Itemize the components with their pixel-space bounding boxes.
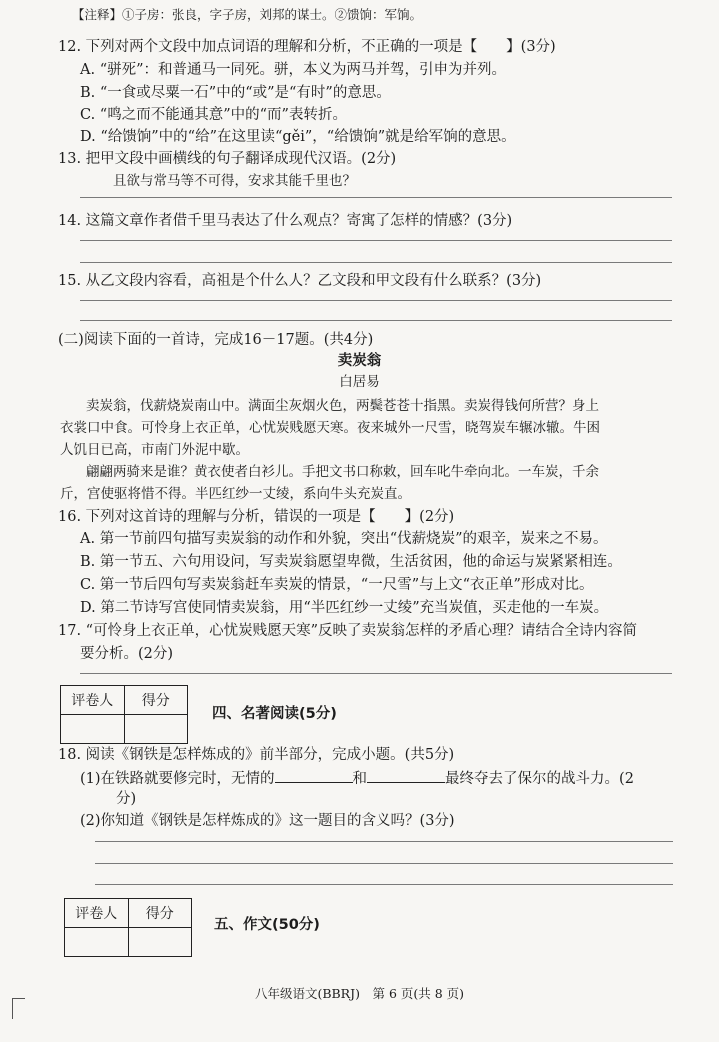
section-4-title: 四、名著阅读(5分)	[212, 706, 337, 722]
reviewer-cell[interactable]	[61, 715, 125, 744]
question-12-stem: 12. 下列对两个文段中加点词语的理解和分析，不正确的一项是【 】(3分)	[58, 39, 556, 55]
poem-line: 斤，宫使驱将惜不得。半匹红纱一丈绫，系向牛头充炭直。	[60, 486, 411, 502]
question-17-stem-cont: 要分析。(2分)	[80, 646, 174, 662]
score-table	[64, 898, 192, 957]
question-13-stem: 13. 把甲文段中画横线的句子翻译成现代汉语。(2分)	[58, 151, 397, 167]
corner-mark	[12, 998, 25, 1019]
reviewer-cell[interactable]	[65, 928, 129, 957]
question-18-part-1	[80, 768, 634, 788]
answer-line[interactable]	[80, 300, 672, 301]
question-13-sentence: 且欲与常马等不可得，安求其能千里也？	[113, 173, 356, 189]
answer-line[interactable]	[80, 262, 672, 263]
part-1-text-c: 最终夺去了保尔的战斗力。(2	[445, 771, 634, 787]
question-16-stem: 16. 下列对这首诗的理解与分析，错误的一项是【 】(2分)	[58, 509, 455, 525]
question-18-part-2: (2)你知道《钢铁是怎样炼成的》这一题目的含义吗？(3分)	[80, 813, 455, 829]
section-5-title: 五、作文(50分)	[214, 917, 320, 933]
poem-line: 翩翩两骑来是谁？黄衣使者白衫儿。手把文书口称敕，回车叱牛牵向北。一车炭，千余	[86, 464, 599, 480]
fill-blank-1[interactable]	[275, 768, 353, 783]
question-17-stem: 17. “可怜身上衣正单，心忧炭贱愿天寒”反映了卖炭翁怎样的矛盾心理？请结合全诗内容简	[58, 623, 637, 639]
score-cell[interactable]	[128, 928, 192, 957]
answer-line[interactable]	[80, 197, 672, 198]
question-15-stem: 15. 从乙文段内容看，高祖是个什么人？乙文段和甲文段有什么联系？(3分)	[58, 273, 542, 289]
score-header: 得分	[128, 899, 192, 928]
annotation-note: 【注释】①子房：张良，字子房，刘邦的谋士。②馈饷：军饷。	[72, 7, 423, 22]
answer-line[interactable]	[95, 841, 673, 842]
question-12-option-d: D. “给馈饷”中的“给”在这里读“gěi”，“给馈饷”就是给军饷的意思。	[80, 129, 516, 145]
question-12-option-c: C. “鸣之而不能通其意”中的“而”表转折。	[80, 107, 347, 123]
answer-line[interactable]	[80, 673, 672, 674]
poem-line: 卖炭翁，伐薪烧炭南山中。满面尘灰烟火色，两鬓苍苍十指黑。卖炭得钱何所营？身上	[86, 398, 599, 414]
answer-line[interactable]	[80, 320, 672, 321]
question-16-option-d: D. 第二节诗写宫使同情卖炭翁，用“半匹红纱一丈绫”充当炭值，买走他的一车炭。	[80, 600, 609, 616]
question-14-stem: 14. 这篇文章作者借千里马表达了什么观点？寄寓了怎样的情感？(3分)	[58, 213, 513, 229]
poem-author: 白居易	[339, 374, 380, 390]
poem-line: 人饥日已高，市南门外泥中歇。	[60, 442, 249, 458]
question-12-option-a: A. “骈死”：和普通马一同死。骈，本义为两马并驾，引申为并列。	[80, 62, 507, 78]
score-header: 得分	[124, 686, 188, 715]
reviewer-header: 评卷人	[65, 899, 129, 928]
score-table	[60, 685, 188, 744]
page-footer: 八年级语文(BBRJ) 第 6 页(共 8 页)	[254, 986, 465, 1001]
poem-line: 衣裳口中食。可怜身上衣正单，心忧炭贱愿天寒。夜来城外一尺雪，晓驾炭车辗冰辙。牛困	[60, 420, 600, 436]
part-1-text-b: 和	[352, 771, 368, 787]
part-1-text-a: (1)在铁路就要修完时，无情的	[80, 771, 275, 787]
answer-line[interactable]	[80, 240, 672, 241]
poem-title: 卖炭翁	[337, 352, 382, 369]
question-16-option-a: A. 第一节前四句描写卖炭翁的动作和外貌，突出“伐薪烧炭”的艰辛，炭来之不易。	[80, 531, 608, 547]
fill-blank-2[interactable]	[367, 768, 445, 783]
question-16-option-b: B. 第一节五、六句用设问，写卖炭翁愿望卑微，生活贫困，他的命运与炭紧紧相连。	[80, 554, 622, 570]
reviewer-header: 评卷人	[61, 686, 125, 715]
answer-line[interactable]	[95, 884, 673, 885]
score-cell[interactable]	[124, 715, 188, 744]
answer-line[interactable]	[95, 863, 673, 864]
question-12-option-b: B. “一食或尽粟一石”中的“或”是“有时”的意思。	[80, 85, 391, 101]
question-18-part-1-cont: 分)	[116, 791, 137, 807]
question-16-option-c: C. 第一节后四句写卖炭翁赶车卖炭的情景，“一尺雪”与上文“衣正单”形成对比。	[80, 577, 594, 593]
section-2-intro: (二)阅读下面的一首诗，完成16－17题。(共4分)	[58, 332, 374, 348]
question-18-stem: 18. 阅读《钢铁是怎样炼成的》前半部分，完成小题。(共5分)	[58, 747, 455, 763]
